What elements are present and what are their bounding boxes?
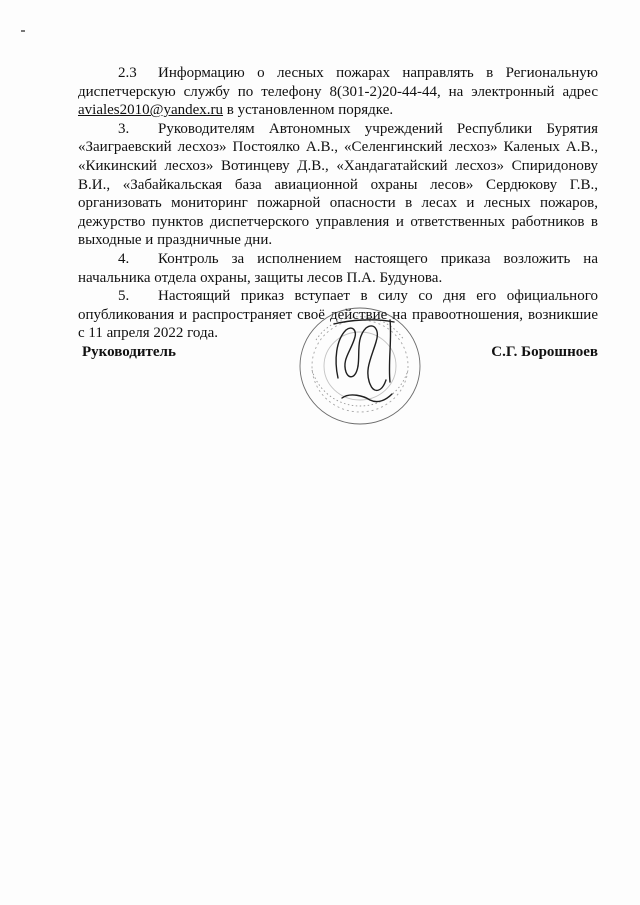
paragraph-number: 4. xyxy=(118,250,130,267)
email-link[interactable]: aviales2010@yandex.ru xyxy=(78,102,224,119)
official-stamp-with-signature xyxy=(294,300,426,430)
paragraph-number: 2.3 xyxy=(118,65,137,81)
signer-title: Руководитель xyxy=(82,344,176,360)
paragraph-4 xyxy=(78,250,598,287)
paragraph-2-3 xyxy=(78,64,598,120)
scan-mark xyxy=(21,30,25,32)
paragraph-text: Контроль за исполнением настоящего приказа возложить на начальника отдела охраны, защиты лесов П.А. Будунова. xyxy=(78,250,598,286)
paragraph-number: 3. xyxy=(118,120,130,137)
paragraph-number: 5. xyxy=(118,288,130,305)
paragraph-text: Руководителям Автономных учреждений Республики Бурятия «Заиграевский лесхоз» Постоялко А.В., «Селенгинский лесхоз» Каленых А.В., «Кикинский лесхоз» Вотинцеву Д.В., «Хандагатайский лесхоз» Спиридонову В.И., «Забайкальская база авиационной охраны лесов» Сердюкову Г.В., организовать мониторинг пожарной опасности в лесах и лесных пожаров, дежурство пунктов диспетчерского управления и ответственных работников в выходные и праздничные дни. xyxy=(78,120,598,249)
paragraph-text-end: в установленном порядке. xyxy=(223,102,394,119)
paragraph-3 xyxy=(78,120,598,250)
signer-name: С.Г. Борошноев xyxy=(491,344,598,360)
paragraph-text: Настоящий приказ вступает в силу со дня его официального опубликования и распространяет своё действие на правоотношения, возникшие с 11 апреля 2022 года. xyxy=(78,288,598,342)
paragraph-text: Информацию о лесных пожарах направлять в Региональную диспетчерскую службу по телефону 8(301-2)20-44-44, на электронный адрес xyxy=(78,65,598,100)
